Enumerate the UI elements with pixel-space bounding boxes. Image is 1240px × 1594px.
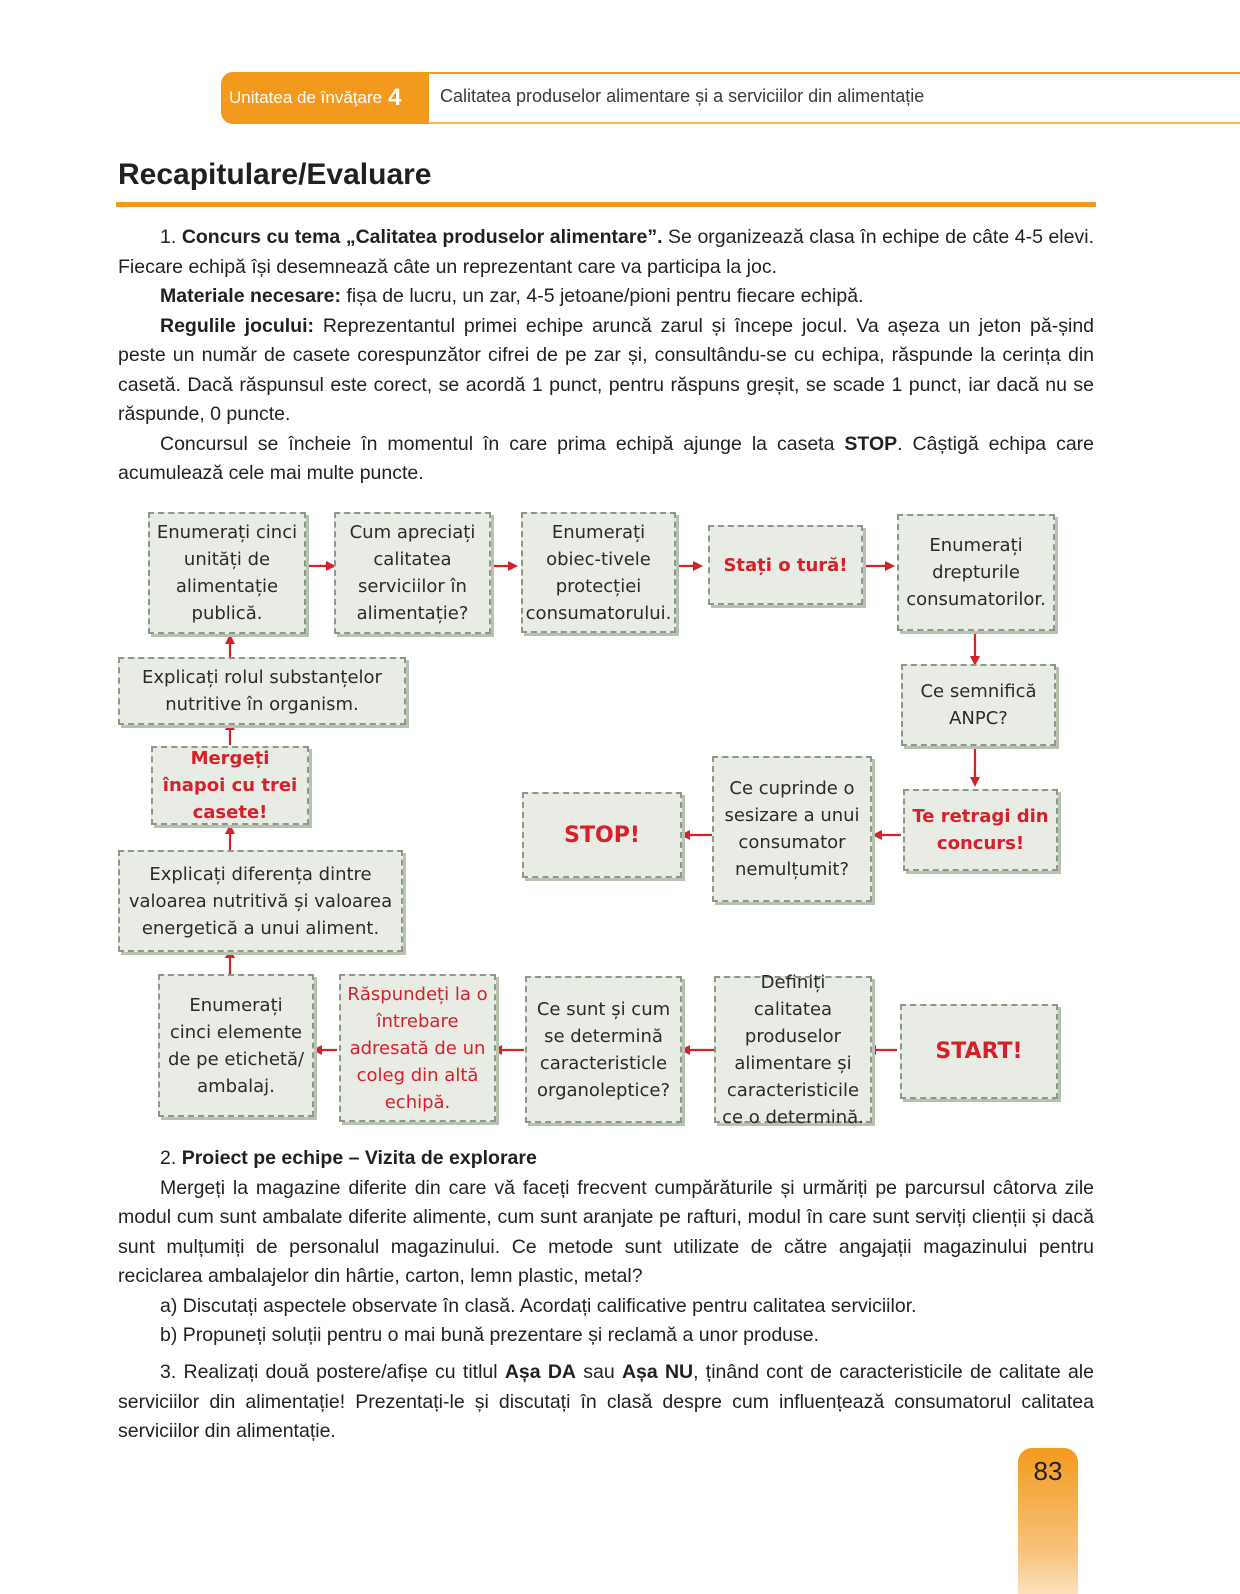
board-cell-service-quality: Cum apreciați calitatea serviciilor în alimentație?: [334, 512, 491, 634]
unit-label: Unitatea de învăţare: [229, 88, 383, 107]
section-2-item-b: b) Propuneți soluții pentru o mai bună prezentare și reclamă a unor produse.: [160, 1324, 820, 1346]
header-rule-top: [425, 72, 1240, 74]
board-cell-skip-turn: Stați o tură!: [708, 525, 863, 605]
board-cell-label-elements: Enumerați cinci elemente de pe etichetă/ ambalaj.: [158, 974, 314, 1117]
board-cell-nutritive-vs-energy: Explicați diferența dintre valoarea nutritivă și valoarea energetică a unui aliment.: [118, 850, 403, 952]
section-2-heading: 2. Proiect pe echipe – Vizita de explorare: [160, 1147, 537, 1169]
page-title: Recapitulare/Evaluare: [118, 158, 432, 191]
header-title: Calitatea produselor alimentare și a serviciilor din alimentație: [440, 86, 925, 106]
board-cell-protection-objectives: Enumerați obiec-tivele protecției consumatorului.: [521, 512, 676, 633]
section-2: [118, 1144, 1094, 1351]
board-cell-start: START!: [900, 1004, 1058, 1099]
board-cell-complaint: Ce cuprinde o sesizare a unui consumator nemulțumit?: [712, 756, 872, 902]
materials-paragraph: Materiale necesare: fișa de lucru, un zar, 4-5 jetoane/pioni pentru fiecare echipă.: [160, 285, 864, 307]
board-cell-food-units: Enumerați cinci unități de alimentație publică.: [148, 512, 306, 634]
rules-paragraph: Regulile jocului: Reprezentantul primei echipe aruncă zarul și începe jocul. Va așeza un jeton pă-șind peste un număr de casete corespunzător cifrei de pe zar și, consultându-se cu echipa, răspunde la cerința din casetă. Dacă răspunsul este corect, se acordă 1 punct, pentru răspuns greșit, se scade 1 punct, iar dacă nu se răspunde, 0 puncte.: [118, 314, 1095, 425]
section-1: [118, 223, 1094, 489]
section-1-intro: 1. Concurs cu tema „Calitatea produselor alimentare”. Se organizează clasa în echipe de câte 4-5 elevi. Fiecare echipă își desemnează câte un reprezentant care va participa la joc.: [118, 226, 1094, 278]
section-1-heading: Concurs cu tema „Calitatea produselor alimentare”.: [181, 226, 663, 248]
unit-badge: [221, 72, 429, 124]
board-cell-withdraw: Te retragi din concurs!: [903, 789, 1058, 871]
end-paragraph: Concursul se încheie în momentul în care prima echipă ajunge la caseta STOP. Câștigă echipa care acumulează cele mai multe puncte.: [118, 432, 1094, 484]
board-cell-nutrients-role: Explicați rolul substanțelor nutritive în organism.: [118, 657, 406, 725]
board-cell-consumer-rights: Enumerați drepturile consumatorilor.: [897, 514, 1055, 631]
section-2-item-a: a) Discutați aspectele observate în clasă. Acordați calificative pentru calitatea serviciilor.: [160, 1294, 917, 1317]
board-cell-define-quality: Definiți calitatea produselor alimentare și caracteristicile ce o determină.: [714, 976, 872, 1123]
board-cell-anpc: Ce semnifică ANPC?: [901, 664, 1056, 746]
board-cell-stop: STOP!: [522, 792, 682, 878]
board-cell-go-back-three: Mergeți înapoi cu trei casete!: [151, 746, 309, 825]
section-3-body: 3. Realizați două postere/afișe cu titlul Așa DA sau Așa NU, ținând cont de caracteristicile de calitate ale serviciilor din alimentație! Prezentați-le și discutați în clasă despre cum influențează consumatorul calitatea serviciilor din alimentație.: [118, 1361, 1094, 1442]
page-number: 83: [1033, 1456, 1063, 1486]
header-rule-bottom: [425, 122, 1240, 124]
title-rule: [116, 202, 1096, 207]
board-cell-organoleptic: Ce sunt și cum se determină caracteristicle organoleptice?: [525, 976, 682, 1123]
unit-number: 4: [388, 84, 402, 111]
section-2-body: Mergeți la magazine diferite din care vă faceți frecvent cumpărăturile și urmăriți pe parcursul câtorva zile modul cum sunt ambalate diferite alimente, cum sunt aranjate pe rafturi, modul în care sunt serviți clienții și dacă sunt mulțumiți de personalul magazinului. Ce metode sunt utilizate de către angajații magazinului pentru reciclarea ambalajelor din hârtie, carton, lemn plastic, metal?: [118, 1176, 1094, 1287]
board-cell-answer-colleague: Răspundeți la o întrebare adresată de un coleg din altă echipă.: [339, 974, 496, 1122]
section-3: [118, 1358, 1094, 1447]
